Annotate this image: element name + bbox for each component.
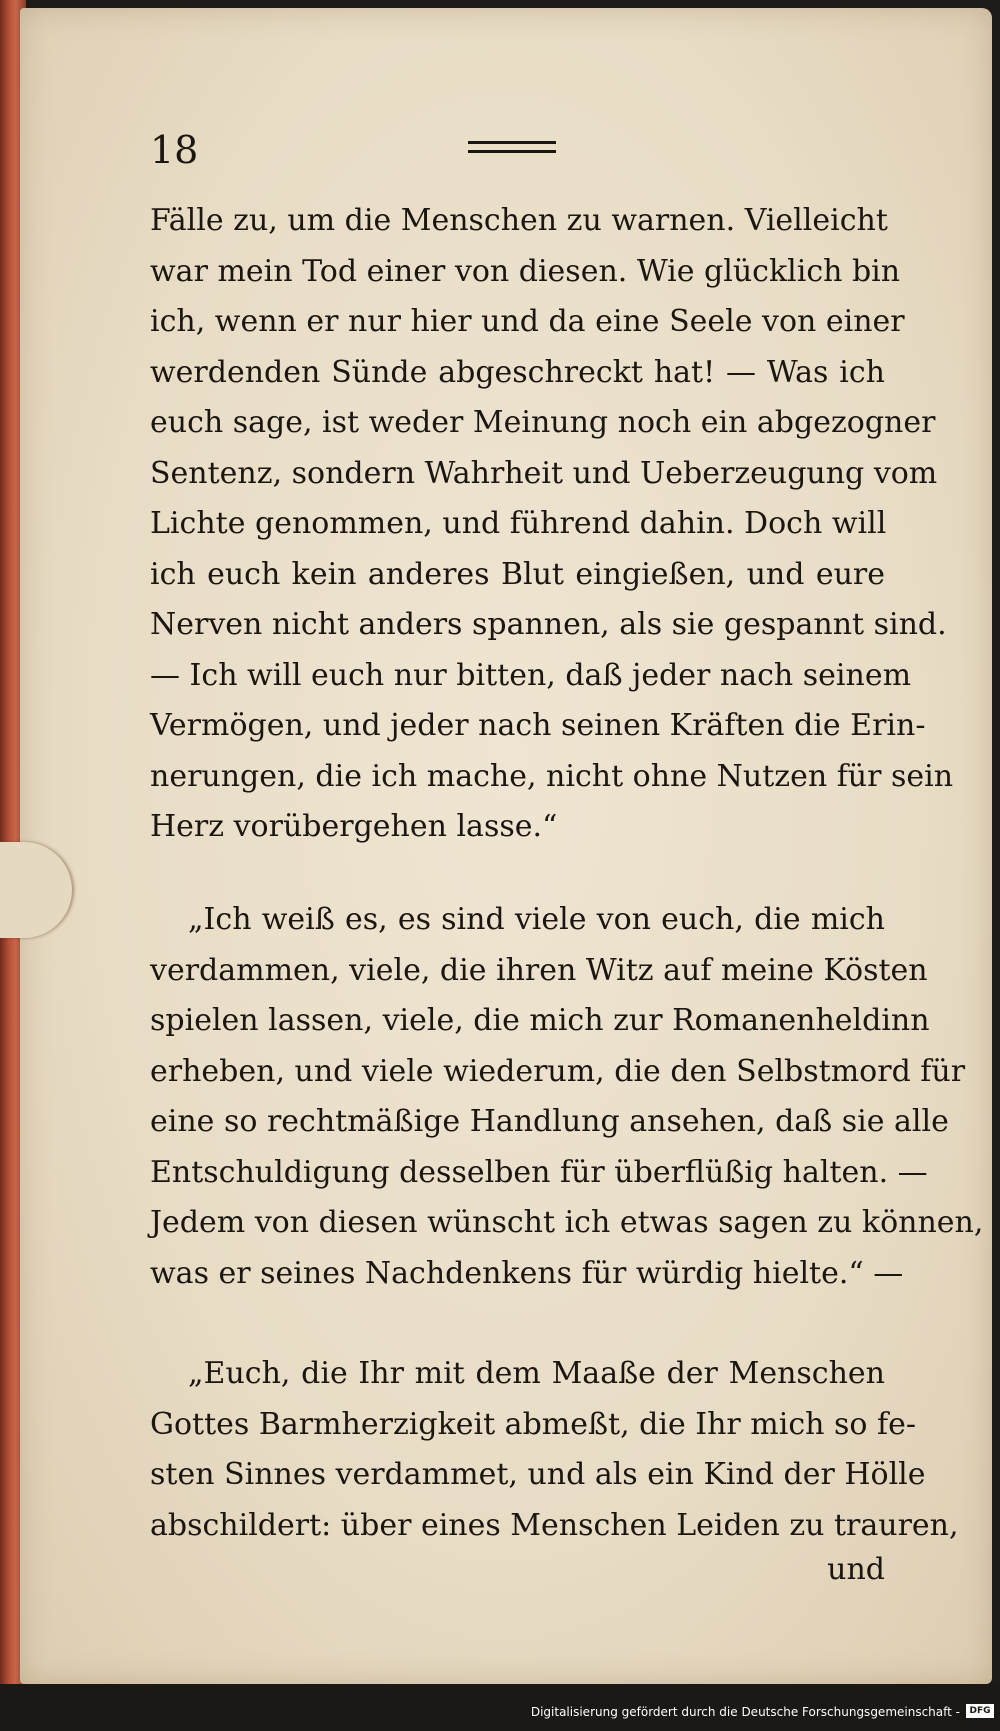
text-line: Sentenz, sondern Wahrheit und Ueberzeugung vom <box>150 455 938 491</box>
text-line: nerungen, die ich mache, nicht ohne Nutzen für sein <box>150 758 954 794</box>
text-line: Vermögen, und jeder nach seinen Kräften die Erin- <box>150 708 926 743</box>
text-line: Herz vorübergehen lasse.“ <box>150 809 558 844</box>
text-line: „Euch, die Ihr mit dem Maaße der Menschen <box>188 1356 885 1391</box>
text-line: Nerven nicht anders spannen, als sie gespannt sind. <box>150 607 947 642</box>
text-line: spielen lassen, viele, die mich zur Romanenheldinn <box>150 1003 930 1038</box>
text-line: Jedem von diesen wünscht ich etwas sagen zu können, <box>150 1205 984 1240</box>
text-line: Gottes Barmherzigkeit abmeßt, die Ihr mich so fe- <box>150 1406 916 1442</box>
text-line: „Ich weiß es, es sind viele von euch, die mich <box>188 902 885 937</box>
text-line: erheben, und viele wiederum, die den Selbstmord für <box>150 1053 966 1089</box>
text-line: verdammen, viele, die ihren Witz auf meine Kösten <box>150 952 928 988</box>
text-line: ich euch kein anderes Blut eingießen, und eure <box>150 556 885 592</box>
text-line: ich, wenn er nur hier und da eine Seele von einer <box>150 304 905 339</box>
catchword: und <box>827 1552 885 1587</box>
text-line: Entschuldigung desselben für überflüßig halten. — <box>150 1154 928 1190</box>
text-line: Fälle zu, um die Menschen zu warnen. Vielleicht <box>150 203 888 238</box>
digitization-credit: Digitalisierung gefördert durch die Deutsche Forschungsgemeinschaft - <box>530 1705 960 1719</box>
text-line: Lichte genommen, und führend dahin. Doch will <box>150 506 887 541</box>
text-line: — Ich will euch nur bitten, daß jeder nach seinem <box>150 657 912 693</box>
header-double-rule <box>468 141 556 155</box>
text-line: euch sage, ist weder Meinung noch ein abgezogner <box>150 405 936 440</box>
paragraph-3 <box>150 1349 959 1551</box>
text-line: werdenden Sünde abgeschreckt hat! — Was ich <box>150 354 885 390</box>
text-line: abschildert: über eines Menschen Leiden zu trauren, <box>150 1507 959 1543</box>
dfg-logo: DFG <box>966 1704 994 1718</box>
paragraph-1 <box>150 196 954 853</box>
catchword-block <box>150 1545 885 1596</box>
text-line: eine so rechtmäßige Handlung ansehen, daß sie alle <box>150 1104 949 1139</box>
text-line: was er seines Nachdenkens für würdig hielte.“ — <box>150 1255 904 1291</box>
paragraph-2 <box>150 895 984 1299</box>
page-number: 18 <box>150 128 199 172</box>
text-line: war mein Tod einer von diesen. Wie glücklich bin <box>150 253 901 289</box>
text-line: sten Sinnes verdammet, und als ein Kind der Hölle <box>150 1457 926 1492</box>
